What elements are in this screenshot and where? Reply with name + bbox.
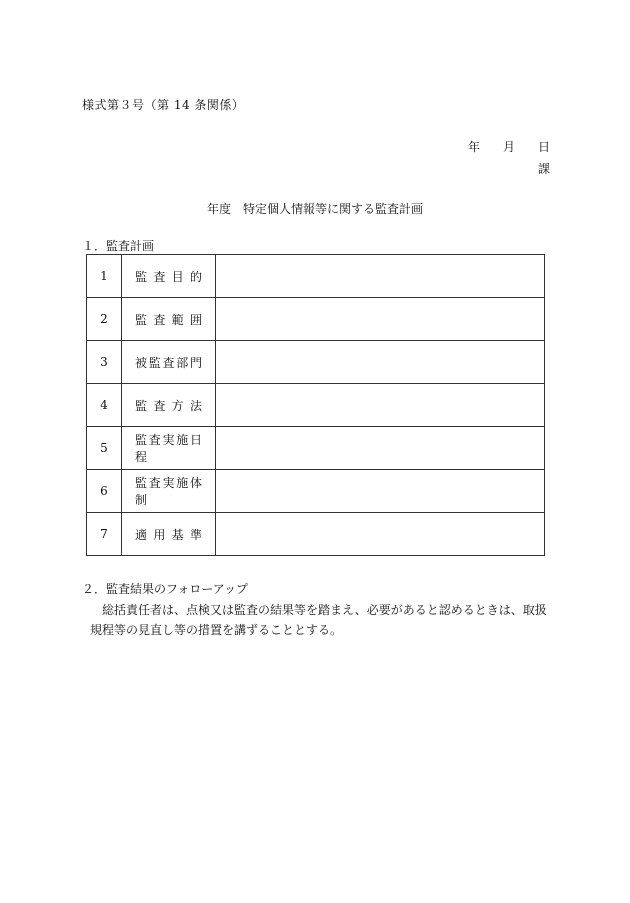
row-item-label: 監査範囲 [135, 312, 202, 327]
row-item-label: 監査実施日程 [135, 433, 202, 464]
row-item [122, 513, 216, 556]
row-number: 5 [87, 427, 122, 470]
row-content-cell[interactable] [216, 384, 545, 427]
row-number: 1 [87, 255, 122, 298]
row-item-label: 適用基準 [135, 527, 202, 542]
row-item [122, 341, 216, 384]
table-row [87, 513, 545, 556]
row-item-label: 被監査部門 [135, 355, 202, 370]
row-number: 4 [87, 384, 122, 427]
date-year: 年 [468, 140, 481, 154]
table-row [87, 384, 545, 427]
row-item [122, 298, 216, 341]
row-number: 6 [87, 470, 122, 513]
row-content-cell[interactable] [216, 341, 545, 384]
row-content-cell[interactable] [216, 298, 545, 341]
section-heading-followup: ２．監査結果のフォローアップ [82, 582, 248, 596]
followup-paragraph: 総括責任者は、点検又は監査の結果等を踏まえ、必要があると認めるときは、取扱規程等の見直し等の措置を講ずることとする。 [90, 603, 547, 637]
row-content-cell[interactable] [216, 427, 545, 470]
table-row [87, 255, 545, 298]
row-item [122, 384, 216, 427]
row-content-cell[interactable] [216, 513, 545, 556]
date-line [468, 138, 550, 155]
table-row [87, 470, 545, 513]
audit-plan-table [86, 254, 545, 556]
date-month: 月 [502, 140, 515, 154]
row-content-cell[interactable] [216, 470, 545, 513]
form-number: 様式第３号（第 14 条関係） [82, 98, 245, 112]
section-label: 課 [537, 162, 550, 176]
row-number: 2 [87, 298, 122, 341]
title-main: 特定個人情報等に関する監査計画 [243, 202, 424, 216]
row-content-cell[interactable] [216, 255, 545, 298]
document-title [0, 200, 630, 217]
row-item-label: 監査目的 [135, 269, 202, 284]
row-item-label: 監査実施体制 [135, 476, 202, 507]
row-item [122, 427, 216, 470]
section-heading-audit-plan: １．監査計画 [82, 239, 155, 253]
row-item-label: 監査方法 [135, 398, 202, 413]
row-number: 3 [87, 341, 122, 384]
row-item [122, 255, 216, 298]
table-row [87, 298, 545, 341]
date-day: 日 [537, 140, 550, 154]
title-year-prefix: 年度 [206, 202, 231, 216]
table-row [87, 427, 545, 470]
table-row [87, 341, 545, 384]
row-number: 7 [87, 513, 122, 556]
row-item [122, 470, 216, 513]
